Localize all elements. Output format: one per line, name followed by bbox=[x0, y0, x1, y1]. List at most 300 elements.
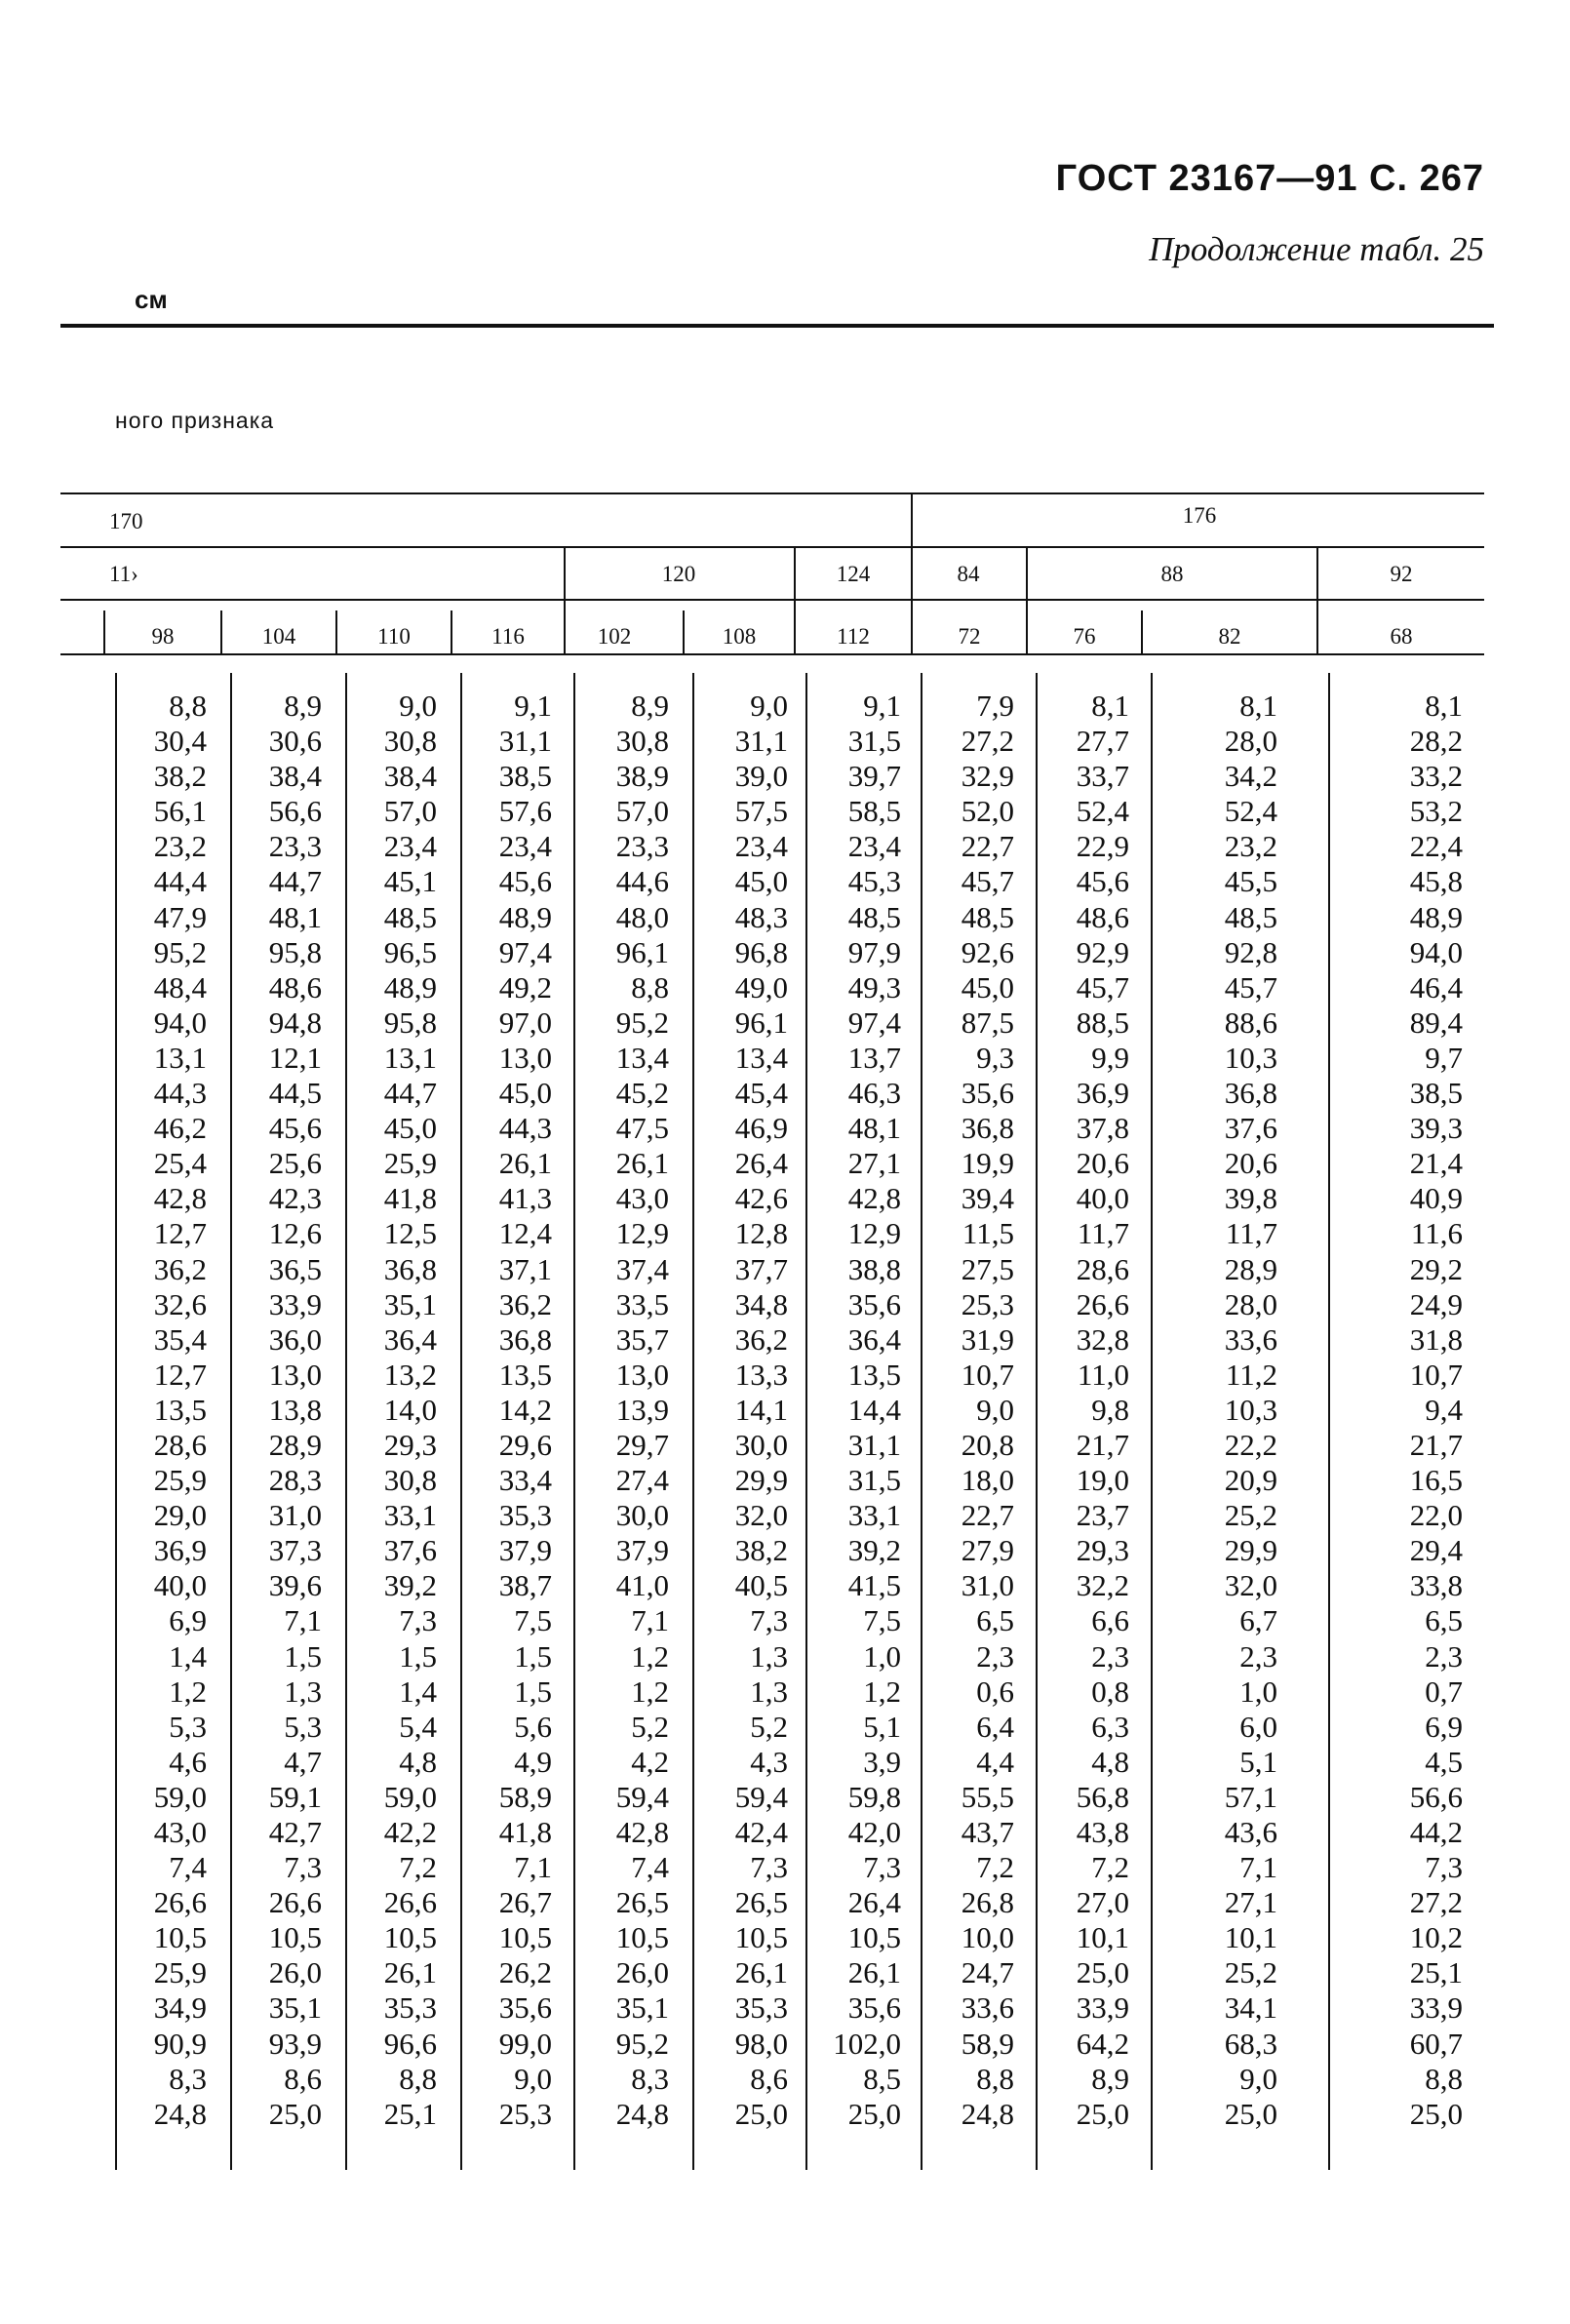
table-cell: 95,2 bbox=[615, 2026, 669, 2061]
table-cell: 8,3 bbox=[631, 2061, 669, 2096]
table-cell: 1,2 bbox=[169, 1674, 207, 1709]
table-cell: 1,4 bbox=[169, 1638, 207, 1674]
table-cell: 7,2 bbox=[976, 1850, 1014, 1885]
table-cell: 32,0 bbox=[1224, 1568, 1277, 1603]
table-cell: 6,6 bbox=[1091, 1603, 1129, 1638]
table-cell: 96,5 bbox=[383, 934, 437, 969]
table-cell: 25,3 bbox=[498, 2096, 552, 2131]
table-cell: 1,5 bbox=[514, 1638, 552, 1674]
table-cell: 8,1 bbox=[1425, 689, 1463, 723]
table-cell: 27,2 bbox=[961, 724, 1014, 759]
table-cell: 6,5 bbox=[1425, 1603, 1463, 1638]
table-cell: 43,8 bbox=[1076, 1815, 1129, 1849]
table-cell: 24,8 bbox=[961, 2096, 1014, 2131]
table-cell: 6,9 bbox=[1425, 1709, 1463, 1744]
table-cell: 44,7 bbox=[383, 1076, 437, 1111]
table-cell: 59,0 bbox=[153, 1779, 207, 1814]
table-cell: 13,1 bbox=[153, 1040, 207, 1075]
table-cell: 44,4 bbox=[153, 864, 207, 899]
table-cell: 57,1 bbox=[1224, 1779, 1277, 1814]
table-cell: 23,4 bbox=[383, 829, 437, 864]
table-cell: 38,2 bbox=[734, 1533, 788, 1568]
table-cell: 9,3 bbox=[976, 1040, 1014, 1075]
table-cell: 38,8 bbox=[847, 1251, 901, 1286]
table-cell: 39,6 bbox=[268, 1568, 322, 1603]
table-cell: 26,5 bbox=[615, 1885, 669, 1920]
table-cell: 32,6 bbox=[153, 1286, 207, 1321]
table-cell: 30,8 bbox=[383, 1463, 437, 1498]
table-cell: 30,0 bbox=[615, 1498, 669, 1533]
table-cell: 8,8 bbox=[1425, 2061, 1463, 2096]
table-cell: 48,9 bbox=[1409, 899, 1463, 934]
table-cell: 39,0 bbox=[734, 759, 788, 794]
table-cell: 11,7 bbox=[1077, 1216, 1129, 1251]
table-cell: 9,8 bbox=[1091, 1392, 1129, 1427]
table-cell: 33,7 bbox=[1076, 759, 1129, 794]
table-cell: 58,5 bbox=[847, 794, 901, 829]
table-cell: 22,2 bbox=[1224, 1427, 1277, 1462]
table-cell: 12,7 bbox=[153, 1216, 207, 1251]
table-cell: 8,9 bbox=[1091, 2061, 1129, 2096]
table-cell: 64,2 bbox=[1076, 2026, 1129, 2061]
table-cell: 52,0 bbox=[961, 794, 1014, 829]
table-cell: 25,2 bbox=[1224, 1498, 1277, 1533]
table-cell: 29,2 bbox=[1409, 1251, 1463, 1286]
table-cell: 56,8 bbox=[1076, 1779, 1129, 1814]
table-cell: 33,9 bbox=[1076, 1990, 1129, 2026]
table-cell: 31,1 bbox=[847, 1427, 901, 1462]
table-cell: 59,1 bbox=[268, 1779, 322, 1814]
table-cell: 25,1 bbox=[1409, 1955, 1463, 1990]
table-cell: 21,7 bbox=[1076, 1427, 1129, 1462]
table-cell: 31,0 bbox=[961, 1568, 1014, 1603]
table-cell: 42,8 bbox=[615, 1815, 669, 1849]
table-cell: 4,8 bbox=[399, 1744, 437, 1779]
table-cell: 29,4 bbox=[1409, 1533, 1463, 1568]
table-cell: 33,1 bbox=[847, 1498, 901, 1533]
table-cell: 10,5 bbox=[268, 1920, 322, 1955]
table-cell: 47,5 bbox=[615, 1111, 669, 1146]
table-cell: 97,9 bbox=[847, 934, 901, 969]
table-cell: 5,6 bbox=[514, 1709, 552, 1744]
table-cell: 9,4 bbox=[1425, 1392, 1463, 1427]
table-cell: 48,5 bbox=[961, 899, 1014, 934]
table-cell: 26,7 bbox=[498, 1885, 552, 1920]
subgroup-header-124: 124 bbox=[836, 562, 871, 586]
table-cell: 18,0 bbox=[961, 1463, 1014, 1498]
table-cell: 11,6 bbox=[1410, 1216, 1463, 1251]
table-cell: 2,3 bbox=[1425, 1638, 1463, 1674]
table-cell: 7,3 bbox=[863, 1850, 901, 1885]
table-cell: 25,0 bbox=[847, 2096, 901, 2131]
table-cell: 12,1 bbox=[268, 1040, 322, 1075]
table-cell: 12,6 bbox=[268, 1216, 322, 1251]
table-cell: 36,0 bbox=[268, 1321, 322, 1357]
table-cell: 40,0 bbox=[1076, 1181, 1129, 1216]
table-cell: 29,3 bbox=[1076, 1533, 1129, 1568]
table-cell: 14,4 bbox=[847, 1392, 901, 1427]
table-cell: 28,9 bbox=[1224, 1251, 1277, 1286]
table-cell: 13,8 bbox=[268, 1392, 322, 1427]
table-cell: 39,4 bbox=[961, 1181, 1014, 1216]
table-cell: 4,9 bbox=[514, 1744, 552, 1779]
table-cell: 0,8 bbox=[1091, 1674, 1129, 1709]
table-cell: 8,9 bbox=[284, 689, 322, 723]
table-cell: 95,8 bbox=[268, 934, 322, 969]
table-cell: 96,1 bbox=[615, 934, 669, 969]
table-cell: 35,1 bbox=[383, 1286, 437, 1321]
table-cell: 38,4 bbox=[383, 759, 437, 794]
table-cell: 31,1 bbox=[498, 724, 552, 759]
table-cell: 96,8 bbox=[734, 934, 788, 969]
table-cell: 20,9 bbox=[1224, 1463, 1277, 1498]
table-cell: 40,9 bbox=[1409, 1181, 1463, 1216]
table-cell: 4,8 bbox=[1091, 1744, 1129, 1779]
table-cell: 25,9 bbox=[383, 1146, 437, 1181]
table-cell: 36,8 bbox=[498, 1321, 552, 1357]
table-cell: 7,4 bbox=[631, 1850, 669, 1885]
table-cell: 22,7 bbox=[961, 829, 1014, 864]
col-header: 116 bbox=[491, 624, 525, 649]
body-divider bbox=[1036, 673, 1038, 2170]
table-cell: 45,1 bbox=[383, 864, 437, 899]
table-cell: 48,1 bbox=[847, 1111, 901, 1146]
table-cell: 5,1 bbox=[863, 1709, 901, 1744]
table-cell: 52,4 bbox=[1076, 794, 1129, 829]
table-cell: 31,9 bbox=[961, 1321, 1014, 1357]
table-cell: 35,6 bbox=[498, 1990, 552, 2026]
table-cell: 9,1 bbox=[863, 689, 901, 723]
subgroup-header-88: 88 bbox=[1160, 562, 1184, 586]
table-cell: 37,3 bbox=[268, 1533, 322, 1568]
table-cell: 26,8 bbox=[961, 1885, 1014, 1920]
table-cell: 11,0 bbox=[1077, 1357, 1129, 1392]
page-header-title: ГОСТ 23167—91 С. 267 bbox=[1055, 158, 1484, 199]
table-cell: 7,1 bbox=[514, 1850, 552, 1885]
table-cell: 12,9 bbox=[615, 1216, 669, 1251]
table-cell: 1,0 bbox=[1239, 1674, 1277, 1709]
table-cell: 26,1 bbox=[847, 1955, 901, 1990]
table-cell: 27,9 bbox=[961, 1533, 1014, 1568]
table-cell: 23,7 bbox=[1076, 1498, 1129, 1533]
table-cell: 48,5 bbox=[383, 899, 437, 934]
table-cell: 45,4 bbox=[734, 1076, 788, 1111]
table-cell: 1,2 bbox=[631, 1674, 669, 1709]
table-cell: 7,4 bbox=[169, 1850, 207, 1885]
table-cell: 8,8 bbox=[976, 2061, 1014, 2096]
table-cell: 23,2 bbox=[1224, 829, 1277, 864]
table-cell: 59,8 bbox=[847, 1779, 901, 1814]
table-cell: 10,1 bbox=[1224, 1920, 1277, 1955]
col-header: 72 bbox=[958, 624, 981, 649]
table-cell: 34,9 bbox=[153, 1990, 207, 2026]
table-cell: 33,8 bbox=[1409, 1568, 1463, 1603]
table-cell: 57,6 bbox=[498, 794, 552, 829]
table-cell: 5,1 bbox=[1239, 1744, 1277, 1779]
table-cell: 4,3 bbox=[750, 1744, 788, 1779]
table-cell: 30,8 bbox=[615, 724, 669, 759]
table-cell: 13,5 bbox=[498, 1357, 552, 1392]
table-cell: 37,7 bbox=[734, 1251, 788, 1286]
table-cell: 12,7 bbox=[153, 1357, 207, 1392]
table-cell: 31,1 bbox=[734, 724, 788, 759]
table-cell: 6,7 bbox=[1239, 1603, 1277, 1638]
table-cell: 27,1 bbox=[1224, 1885, 1277, 1920]
table-cell: 44,2 bbox=[1409, 1815, 1463, 1849]
table-cell: 102,0 bbox=[833, 2026, 901, 2061]
table-cell: 45,7 bbox=[961, 864, 1014, 899]
table-cell: 26,0 bbox=[615, 1955, 669, 1990]
value-column bbox=[833, 689, 901, 2132]
table-cell: 33,6 bbox=[961, 1990, 1014, 2026]
table-cell: 1,5 bbox=[399, 1638, 437, 1674]
table-cell: 28,6 bbox=[153, 1427, 207, 1462]
table-cell: 95,2 bbox=[153, 934, 207, 969]
table-cell: 10,3 bbox=[1224, 1392, 1277, 1427]
table-cell: 26,4 bbox=[734, 1146, 788, 1181]
table-cell: 57,0 bbox=[615, 794, 669, 829]
table-cell: 36,9 bbox=[153, 1533, 207, 1568]
table-cell: 23,3 bbox=[615, 829, 669, 864]
table-cell: 25,1 bbox=[383, 2096, 437, 2131]
top-rule bbox=[60, 324, 1494, 328]
table-cell: 45,2 bbox=[615, 1076, 669, 1111]
table-cell: 9,7 bbox=[1425, 1040, 1463, 1075]
table-cell: 26,6 bbox=[383, 1885, 437, 1920]
table-cell: 23,4 bbox=[847, 829, 901, 864]
subgroup-header-11x: 11› bbox=[109, 562, 138, 586]
table-cell: 9,0 bbox=[514, 2061, 552, 2096]
table-cell: 32,8 bbox=[1076, 1321, 1129, 1357]
subgroup-header-84: 84 bbox=[957, 562, 980, 586]
table-cell: 45,7 bbox=[1224, 969, 1277, 1004]
subgroup-header-120: 120 bbox=[661, 562, 696, 586]
table-cell: 27,1 bbox=[847, 1146, 901, 1181]
table-cell: 26,1 bbox=[498, 1146, 552, 1181]
table-cell: 4,4 bbox=[976, 1744, 1014, 1779]
table-cell: 32,0 bbox=[734, 1498, 788, 1533]
table-cell: 10,7 bbox=[1409, 1357, 1463, 1392]
table-cell: 13,5 bbox=[153, 1392, 207, 1427]
table-cell: 33,6 bbox=[1224, 1321, 1277, 1357]
table-cell: 35,3 bbox=[734, 1990, 788, 2026]
table-cell: 14,1 bbox=[734, 1392, 788, 1427]
table-cell: 1,3 bbox=[750, 1638, 788, 1674]
table-cell: 27,0 bbox=[1076, 1885, 1129, 1920]
table-cell: 2,3 bbox=[1091, 1638, 1129, 1674]
table-cell: 5,4 bbox=[399, 1709, 437, 1744]
table-cell: 35,3 bbox=[383, 1990, 437, 2026]
table-cell: 5,2 bbox=[631, 1709, 669, 1744]
table-cell: 60,7 bbox=[1409, 2026, 1463, 2061]
table-cell: 9,0 bbox=[750, 689, 788, 723]
table-cell: 10,5 bbox=[383, 1920, 437, 1955]
table-cell: 38,5 bbox=[498, 759, 552, 794]
table-cell: 7,1 bbox=[284, 1603, 322, 1638]
table-cell: 33,2 bbox=[1409, 759, 1463, 794]
table-cell: 31,0 bbox=[268, 1498, 322, 1533]
value-column bbox=[154, 689, 207, 2132]
value-column bbox=[1410, 689, 1463, 2132]
table-cell: 9,0 bbox=[1239, 2061, 1277, 2096]
table-cell: 13,0 bbox=[268, 1357, 322, 1392]
table-cell: 11,5 bbox=[962, 1216, 1014, 1251]
table-cell: 41,8 bbox=[498, 1815, 552, 1849]
table-cell: 7,3 bbox=[750, 1603, 788, 1638]
table-cell: 2,3 bbox=[976, 1638, 1014, 1674]
table-cell: 48,1 bbox=[268, 899, 322, 934]
table-cell: 26,1 bbox=[383, 1955, 437, 1990]
table-cell: 56,6 bbox=[268, 794, 322, 829]
table-cell: 6,5 bbox=[976, 1603, 1014, 1638]
table-cell: 26,0 bbox=[268, 1955, 322, 1990]
header-fragment-text: ного признака bbox=[115, 408, 275, 433]
table-cell: 10,5 bbox=[847, 1920, 901, 1955]
table-cell: 35,1 bbox=[615, 1990, 669, 2026]
table-cell: 5,3 bbox=[284, 1709, 322, 1744]
table-cell: 30,6 bbox=[268, 724, 322, 759]
table-cell: 33,9 bbox=[268, 1286, 322, 1321]
table-cell: 33,4 bbox=[498, 1463, 552, 1498]
table-cell: 38,9 bbox=[615, 759, 669, 794]
table-cell: 11,7 bbox=[1225, 1216, 1277, 1251]
value-column bbox=[384, 689, 437, 2132]
table-cell: 8,8 bbox=[631, 969, 669, 1004]
table-cell: 28,0 bbox=[1224, 1286, 1277, 1321]
table-cell: 59,4 bbox=[615, 1779, 669, 1814]
table-cell: 46,3 bbox=[847, 1076, 901, 1111]
table-cell: 4,5 bbox=[1425, 1744, 1463, 1779]
table-cell: 10,7 bbox=[961, 1357, 1014, 1392]
col-header: 76 bbox=[1073, 624, 1096, 649]
table-cell: 45,0 bbox=[961, 969, 1014, 1004]
table-cell: 9,1 bbox=[514, 689, 552, 723]
table-cell: 20,8 bbox=[961, 1427, 1014, 1462]
table-cell: 0,6 bbox=[976, 1674, 1014, 1709]
table-cell: 87,5 bbox=[961, 1004, 1014, 1040]
table-cell: 25,0 bbox=[1076, 1955, 1129, 1990]
table-cell: 98,0 bbox=[734, 2026, 788, 2061]
table-cell: 38,5 bbox=[1409, 1076, 1463, 1111]
table-cell: 1,3 bbox=[284, 1674, 322, 1709]
table-cell: 30,8 bbox=[383, 724, 437, 759]
table-cell: 7,2 bbox=[1091, 1850, 1129, 1885]
table-cell: 9,0 bbox=[976, 1392, 1014, 1427]
table-cell: 22,9 bbox=[1076, 829, 1129, 864]
table-cell: 7,2 bbox=[399, 1850, 437, 1885]
table-cell: 25,0 bbox=[1076, 2096, 1129, 2131]
table-cell: 23,2 bbox=[153, 829, 207, 864]
table-cell: 44,7 bbox=[268, 864, 322, 899]
table-cell: 43,7 bbox=[961, 1815, 1014, 1849]
table-cell: 7,9 bbox=[976, 689, 1014, 723]
table-cell: 13,9 bbox=[615, 1392, 669, 1427]
table-cell: 33,1 bbox=[383, 1498, 437, 1533]
table-cell: 38,7 bbox=[498, 1568, 552, 1603]
table-cell: 6,3 bbox=[1091, 1709, 1129, 1744]
table-cell: 7,3 bbox=[399, 1603, 437, 1638]
table-cell: 13,7 bbox=[847, 1040, 901, 1075]
table-cell: 36,5 bbox=[268, 1251, 322, 1286]
table-cell: 46,4 bbox=[1409, 969, 1463, 1004]
table-cell: 92,9 bbox=[1076, 934, 1129, 969]
table-cell: 30,0 bbox=[734, 1427, 788, 1462]
table-cell: 36,4 bbox=[847, 1321, 901, 1357]
table-cell: 25,4 bbox=[153, 1146, 207, 1181]
table-cell: 40,5 bbox=[734, 1568, 788, 1603]
table-cell: 26,4 bbox=[847, 1885, 901, 1920]
table-cell: 97,0 bbox=[498, 1004, 552, 1040]
table-cell: 68,3 bbox=[1224, 2026, 1277, 2061]
table-cell: 44,5 bbox=[268, 1076, 322, 1111]
table-cell: 40,0 bbox=[153, 1568, 207, 1603]
table-cell: 6,9 bbox=[169, 1603, 207, 1638]
table-cell: 22,0 bbox=[1409, 1498, 1463, 1533]
table-cell: 30,4 bbox=[153, 724, 207, 759]
table-cell: 20,6 bbox=[1076, 1146, 1129, 1181]
table-cell: 13,4 bbox=[615, 1040, 669, 1075]
table-cell: 93,9 bbox=[268, 2026, 322, 2061]
table-cell: 12,5 bbox=[383, 1216, 437, 1251]
table-cell: 88,5 bbox=[1076, 1004, 1129, 1040]
table-cell: 48,4 bbox=[153, 969, 207, 1004]
table-cell: 27,7 bbox=[1076, 724, 1129, 759]
table-cell: 45,6 bbox=[498, 864, 552, 899]
table-cell: 59,0 bbox=[383, 1779, 437, 1814]
table-cell: 7,1 bbox=[1239, 1850, 1277, 1885]
table-cell: 36,8 bbox=[383, 1251, 437, 1286]
table-cell: 39,3 bbox=[1409, 1111, 1463, 1146]
table-cell: 25,0 bbox=[1224, 2096, 1277, 2131]
table-cell: 45,5 bbox=[1224, 864, 1277, 899]
table-cell: 41,5 bbox=[847, 1568, 901, 1603]
body-divider bbox=[573, 673, 575, 2170]
table-cell: 29,9 bbox=[734, 1463, 788, 1498]
table-cell: 38,4 bbox=[268, 759, 322, 794]
table-cell: 32,9 bbox=[961, 759, 1014, 794]
table-cell: 33,5 bbox=[615, 1286, 669, 1321]
table-cell: 34,8 bbox=[734, 1286, 788, 1321]
table-cell: 39,8 bbox=[1224, 1181, 1277, 1216]
table-cell: 28,6 bbox=[1076, 1251, 1129, 1286]
table-cell: 5,3 bbox=[169, 1709, 207, 1744]
value-column bbox=[962, 689, 1014, 2132]
table-cell: 45,0 bbox=[498, 1076, 552, 1111]
table-cell: 35,3 bbox=[498, 1498, 552, 1533]
table-cell: 35,1 bbox=[268, 1990, 322, 2026]
table-cell: 1,2 bbox=[631, 1638, 669, 1674]
unit-label: см bbox=[135, 285, 168, 314]
value-column bbox=[499, 689, 552, 2132]
table-cell: 48,6 bbox=[268, 969, 322, 1004]
table-cell: 26,6 bbox=[1076, 1286, 1129, 1321]
table-cell: 41,8 bbox=[383, 1181, 437, 1216]
table-cell: 36,9 bbox=[1076, 1076, 1129, 1111]
table-cell: 37,6 bbox=[1224, 1111, 1277, 1146]
table-cell: 4,2 bbox=[631, 1744, 669, 1779]
table-cell: 56,1 bbox=[153, 794, 207, 829]
table-cell: 44,6 bbox=[615, 864, 669, 899]
table-cell: 7,5 bbox=[514, 1603, 552, 1638]
table-cell: 39,2 bbox=[383, 1568, 437, 1603]
group-header-176: 176 bbox=[1182, 503, 1217, 528]
table-cell: 24,8 bbox=[615, 2096, 669, 2131]
table-cell: 8,5 bbox=[863, 2061, 901, 2096]
table-cell: 31,8 bbox=[1409, 1321, 1463, 1357]
table-cell: 95,8 bbox=[383, 1004, 437, 1040]
table-cell: 96,1 bbox=[734, 1004, 788, 1040]
table-cell: 42,4 bbox=[734, 1815, 788, 1849]
